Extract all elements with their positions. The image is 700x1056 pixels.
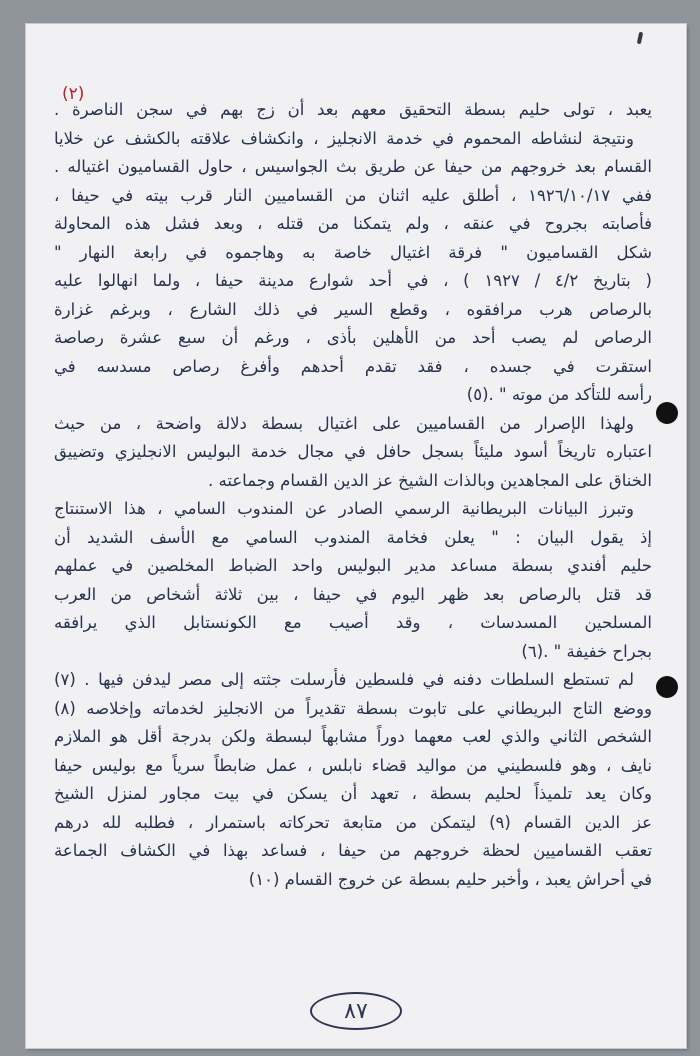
text-line: فأصابته بجروح في عنقه ، ولم يتمكنا من قتله ، وبعد فشل هذه المحاولة [54, 214, 652, 233]
text-line: وكان يعد تلميذاً لحليم بسطة ، تعهد أن يسكن في بيت مجاور لمنزل الشيخ [54, 784, 652, 803]
text-line: ونتيجة لنشاطه المحموم في خدمة الانجليز ، وانكشاف علاقته بالكشف عن خلايا [54, 128, 634, 148]
margin-marker: (٢) [62, 84, 85, 104]
text-line: ففي ١٩٢٦/١٠/١٧ ، أطلق عليه اثنان من القساميين النار قرب بيته في حيفا ، [54, 185, 652, 205]
text-line: لم تستطع السلطات دفنه في فلسطين فأرسلت جثته إلى مصر ليدفن فيها . (٧) [54, 670, 634, 689]
text-line: نايف ، وهو فلسطيني من مواليد قضاء نابلس ، عمل ضابطاً سرياً مع بوليس حيفا [54, 755, 652, 775]
text-line: ووضع التاج البريطاني على تابوت بسطة تقديراً من الانجليز لخدماته وإخلاصه (٨) [54, 698, 652, 718]
handwritten-body [54, 96, 652, 894]
text-line: اعتباره تاريخاً أسود مليئاً بسجل حافل في مجال خدمة البوليس الانجليزي وتضييق [54, 442, 652, 461]
text-line: يعبد ، تولى حليم بسطة التحقيق معهم بعد أن زج بهم في سجن الناصرة . [54, 100, 652, 119]
text-line: ولهذا الإصرار من القساميين على اغتيال بسطة دلالة واضحة ، من حيث [54, 413, 634, 433]
text-line: بجراح خفيفة " .(٦) [521, 641, 652, 661]
text-line: إذ يقول البيان : " يعلن فخامة المندوب السامي مع الأسف الشديد أن [54, 527, 652, 547]
page-number: ٨٧ [310, 992, 402, 1030]
text-line: رأسه للتأكد من موته " .(٥) [466, 385, 652, 404]
binding-mark [637, 32, 643, 45]
text-line: في أحراش يعبد ، وأخبر حليم بسطة عن خروج القسام (١٠) [248, 869, 652, 889]
text-line: المسلحين المسدسات ، وقد أصيب مع الكونستابل الذي يرافقه [54, 613, 652, 632]
text-line: قد قتل بالرصاص بعد ظهر اليوم في حيفا ، بين ثلاثة أشخاص من العرب [54, 584, 652, 604]
text-line: بالرصاص هرب مرافقوه ، وقطع السير في ذلك الشارع ، وبرغم غزارة [54, 299, 652, 319]
document-page [26, 24, 686, 1048]
punch-hole-upper [656, 402, 678, 424]
page-footer [26, 992, 686, 1030]
text-line: الشخص الثاني والذي لعب معهما دوراً مشابهاً لبسطة ولكن بدرجة أقل هو الملازم [54, 727, 652, 746]
text-line: شكل القساميون " فرقة اغتيال خاصة به وهاجموه في رابعة النهار " [54, 242, 652, 262]
text-line: تعقب القساميين لحظة خروجهم من حيفا ، فساعد بهذا في الكشاف الجماعة [54, 841, 652, 860]
punch-hole-lower [656, 676, 678, 698]
text-line: استقرت في جسده ، فقد تقدم أحدهم وأفرغ رصاص مسدسه في [54, 356, 652, 376]
text-line: الخناق على المجاهدين وبالذات الشيخ عز الدين القسام وجماعته . [208, 470, 652, 490]
text-line: الرصاص لم يصب أحد من الأهلين بأذى ، ورغم أن سبع عشرة رصاصة [54, 328, 652, 347]
text-line: عز الدين القسام (٩) ليتمكن من متابعة تحركاته باستمرار ، فطلبه لله درهم [54, 812, 652, 832]
text-line: ( بتاريخ ٤/٢ / ١٩٢٧ ) ، في أحد شوارع مدينة حيفا ، ولما انهالوا عليه [54, 271, 652, 290]
text-line: حليم أفندي بسطة مساعد مدير البوليس واحد الضباط المخلصين في عملهم [54, 556, 652, 575]
text-line: القسام بعد خروجهم من حيفا عن طريق بث الجواسيس ، حاول القساميون اغتياله . [54, 157, 652, 176]
text-line: وتبرز البيانات البريطانية الرسمي الصادر عن المندوب السامي ، هذا الاستنتاج [54, 499, 634, 518]
